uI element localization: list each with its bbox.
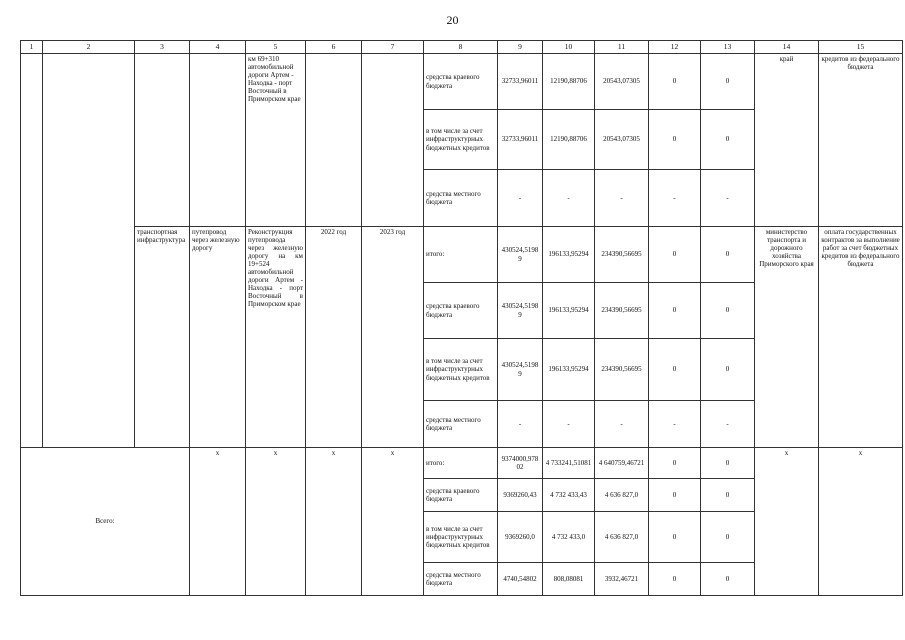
responsible-body: край	[755, 54, 819, 227]
cell-col4	[190, 54, 246, 227]
cell-col1	[21, 54, 43, 448]
value-cell: 3932,46721	[595, 563, 649, 596]
funding-source: средства местного бюджета	[424, 170, 498, 227]
column-header: 4	[190, 41, 246, 54]
value-cell: 0	[649, 563, 701, 596]
value-cell: 4 640759,46721	[595, 448, 649, 479]
value-cell: 4 636 827,0	[595, 512, 649, 563]
start-year: 2022 год	[306, 227, 362, 448]
object-description: Реконструкция путепровода через железную дорогу на км 19+524 автомобильной дороги Артем - Находка - порт Восточный в Приморском крае	[246, 227, 306, 448]
value-cell: 0	[649, 512, 701, 563]
value-cell: 430524,51989	[498, 283, 543, 339]
value-cell: 0	[701, 339, 755, 401]
value-cell: -	[701, 170, 755, 227]
placeholder-x: x	[755, 448, 819, 596]
value-cell: -	[543, 401, 595, 448]
value-cell: 0	[701, 479, 755, 512]
column-header: 8	[424, 41, 498, 54]
placeholder-x: x	[362, 448, 424, 596]
funding-source: в том числе за счет инфраструктурных бюджетных кредитов	[424, 512, 498, 563]
column-header: 7	[362, 41, 424, 54]
value-cell: -	[701, 401, 755, 448]
object-type: путепровод через железную дорогу	[190, 227, 246, 448]
value-cell: 4 733241,51081	[543, 448, 595, 479]
placeholder-x: x	[306, 448, 362, 596]
placeholder-x: x	[819, 448, 903, 596]
responsible-body: министерство транспорта и дорожного хозяйства Приморского края	[755, 227, 819, 448]
value-cell: 808,08081	[543, 563, 595, 596]
value-cell: -	[543, 170, 595, 227]
cell-col3	[135, 54, 190, 227]
expense-purpose: оплата государственных контрактов за выполнение работ за счет бюджетных кредитов из федерального бюджета	[819, 227, 903, 448]
value-cell: 0	[649, 227, 701, 283]
value-cell: 0	[701, 283, 755, 339]
funding-source: итого:	[424, 227, 498, 283]
value-cell: 9369260,43	[498, 479, 543, 512]
column-header-row	[21, 41, 903, 54]
column-header: 10	[543, 41, 595, 54]
value-cell: 234390,56695	[595, 283, 649, 339]
value-cell: 4 732 433,43	[543, 479, 595, 512]
value-cell: 32733,96011	[498, 54, 543, 110]
value-cell: -	[595, 401, 649, 448]
column-header: 14	[755, 41, 819, 54]
cell-col7	[362, 54, 424, 227]
value-cell: 234390,56695	[595, 339, 649, 401]
column-header: 12	[649, 41, 701, 54]
value-cell: 4 732 433,0	[543, 512, 595, 563]
value-cell: 12190,88706	[543, 110, 595, 170]
funding-source: средства местного бюджета	[424, 563, 498, 596]
value-cell: 9369260,0	[498, 512, 543, 563]
value-cell: 0	[649, 339, 701, 401]
value-cell: 430524,51989	[498, 339, 543, 401]
value-cell: 0	[701, 227, 755, 283]
value-cell: 0	[701, 54, 755, 110]
infrastructure-type: транспортная инфраструктура	[135, 227, 190, 448]
value-cell: 430524,51989	[498, 227, 543, 283]
table-row	[21, 227, 903, 283]
funding-source: средства краевого бюджета	[424, 54, 498, 110]
value-cell: -	[498, 401, 543, 448]
value-cell: 0	[701, 110, 755, 170]
value-cell: 0	[701, 512, 755, 563]
value-cell: 20543,07305	[595, 54, 649, 110]
value-cell: 196133,95294	[543, 227, 595, 283]
value-cell: 4740,54802	[498, 563, 543, 596]
value-cell: 4 636 827,0	[595, 479, 649, 512]
funding-source: в том числе за счет инфраструктурных бюджетных кредитов	[424, 110, 498, 170]
value-cell: 12190,88706	[543, 54, 595, 110]
value-cell: 0	[649, 283, 701, 339]
value-cell: 234390,56695	[595, 227, 649, 283]
funding-source: средства краевого бюджета	[424, 479, 498, 512]
funding-source: средства краевого бюджета	[424, 283, 498, 339]
column-header: 9	[498, 41, 543, 54]
value-cell: 0	[649, 110, 701, 170]
value-cell: 0	[701, 563, 755, 596]
column-header: 1	[21, 41, 43, 54]
value-cell: -	[649, 401, 701, 448]
value-cell: 20543,07305	[595, 110, 649, 170]
column-header: 3	[135, 41, 190, 54]
value-cell: -	[649, 170, 701, 227]
object-description: км 69+310 автомобильной дороги Артем - Находка - порт Восточный в Приморском крае	[246, 54, 306, 227]
placeholder-x: x	[246, 448, 306, 596]
value-cell: 32733,96011	[498, 110, 543, 170]
column-header: 15	[819, 41, 903, 54]
value-cell: -	[595, 170, 649, 227]
cell-col2	[43, 54, 135, 448]
table-row	[21, 54, 903, 110]
column-header: 6	[306, 41, 362, 54]
table-row	[21, 448, 903, 479]
cell-col6	[306, 54, 362, 227]
end-year: 2023 год	[362, 227, 424, 448]
value-cell: 0	[649, 479, 701, 512]
value-cell: 196133,95294	[543, 339, 595, 401]
placeholder-x: x	[190, 448, 246, 596]
page-number: 20	[446, 13, 459, 27]
column-header: 11	[595, 41, 649, 54]
column-header: 2	[43, 41, 135, 54]
funding-source: в том числе за счет инфраструктурных бюджетных кредитов	[424, 339, 498, 401]
total-label: Всего:	[21, 448, 190, 596]
funding-source: средства местного бюджета	[424, 401, 498, 448]
expense-purpose: кредитов из федерального бюджета	[819, 54, 903, 227]
value-cell: -	[498, 170, 543, 227]
column-header: 13	[701, 41, 755, 54]
value-cell: 9374000,97802	[498, 448, 543, 479]
value-cell: 0	[649, 54, 701, 110]
value-cell: 0	[649, 448, 701, 479]
value-cell: 196133,95294	[543, 283, 595, 339]
budget-table	[20, 40, 903, 596]
column-header: 5	[246, 41, 306, 54]
funding-source: итого:	[424, 448, 498, 479]
value-cell: 0	[701, 448, 755, 479]
